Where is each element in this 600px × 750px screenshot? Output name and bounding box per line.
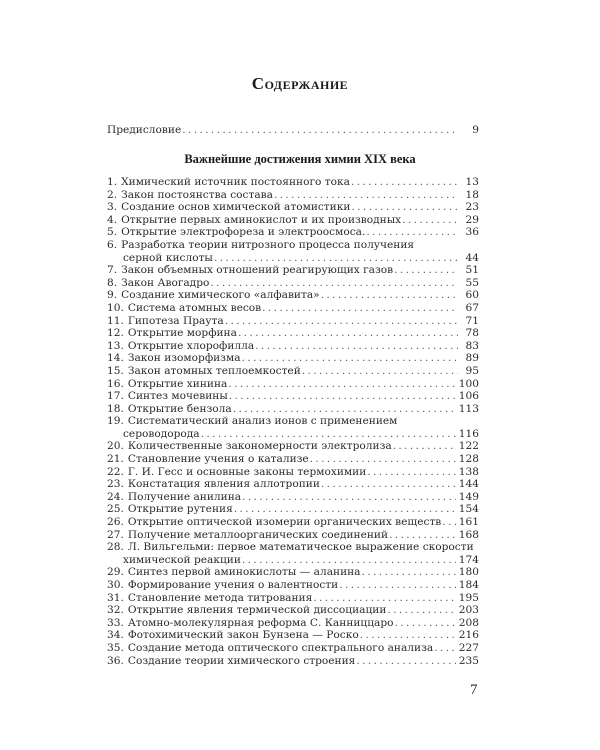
- entry-number: 13.: [107, 339, 124, 352]
- section-title: Важнейшие достижения химии XIX века: [184, 152, 416, 166]
- dot-leader: [434, 642, 456, 655]
- entry-title: Л. Вильгельми: первое математическое выражение скорости: [127, 541, 474, 554]
- dot-leader: [302, 365, 458, 378]
- entry-title: Получение металлоорганических соединений: [127, 528, 389, 541]
- toc-entry: [107, 277, 479, 290]
- toc-entry: [107, 604, 479, 617]
- entry-page: 55: [465, 276, 479, 289]
- entry-title: Атомно-молекулярная реформа С. Канниццаро: [127, 616, 394, 629]
- toc-entry: [107, 642, 479, 655]
- entry-page: 95: [465, 364, 479, 377]
- entry-number: 23.: [107, 478, 124, 491]
- entry-title: Система атомных весов: [127, 301, 262, 314]
- entry-number: 20.: [107, 440, 124, 453]
- entry-title: Открытие хлорофилла: [127, 339, 255, 352]
- entry-number: 35.: [107, 641, 124, 654]
- entry-number: 1.: [107, 176, 118, 188]
- entry-number: 9.: [107, 289, 118, 302]
- toc-entry: [107, 629, 479, 642]
- page-number: 7: [470, 682, 478, 698]
- entry-title: Закон изоморфизма: [127, 352, 241, 365]
- dot-leader: [366, 226, 458, 239]
- dot-leader: [356, 655, 455, 668]
- toc-entry: [107, 503, 479, 516]
- toc-entry: [107, 516, 479, 529]
- toc-entry: [107, 302, 479, 315]
- toc-entry: [107, 378, 479, 391]
- entry-title: Фотохимический закон Бунзена — Роско: [127, 629, 359, 642]
- entry-title: Закон атомных теплоемкостей: [127, 364, 301, 377]
- entry-page: 122: [458, 440, 479, 453]
- entry-title: Открытие хинина: [127, 377, 228, 390]
- entry-number: 8.: [107, 276, 118, 289]
- entry-page: 168: [458, 528, 479, 541]
- dot-leader: [394, 264, 458, 277]
- entry-title: Открытие явления термической диссоциации: [127, 604, 387, 617]
- entry-page: 184: [458, 579, 479, 591]
- dot-leader: [255, 340, 458, 353]
- dot-leader: [242, 491, 456, 504]
- toc-entry: [107, 655, 479, 668]
- toc-entry: [107, 466, 479, 479]
- entry-number: 17.: [107, 390, 124, 403]
- preface-page: 9: [472, 124, 479, 136]
- dot-leader: [393, 440, 456, 453]
- dot-leader: [389, 529, 456, 542]
- entry-number: 30.: [107, 579, 124, 591]
- dot-leader: [360, 629, 456, 642]
- entry-number: 31.: [107, 591, 124, 604]
- dot-leader: [201, 428, 456, 441]
- dot-leader: [225, 315, 458, 328]
- dot-leader: [395, 617, 456, 630]
- entry-title: Открытие первых аминокислот и их производных: [121, 213, 402, 226]
- entry-page: 36: [465, 226, 479, 239]
- entry-page: 195: [458, 591, 479, 604]
- entry-page: 208: [458, 616, 479, 629]
- entry-title-continued: серной кислоты: [123, 251, 213, 264]
- toc-preface: [107, 124, 479, 137]
- entry-page: 78: [465, 327, 479, 340]
- toc-entry: [107, 176, 479, 189]
- entry-number: 4.: [107, 213, 118, 226]
- entry-page: 18: [465, 188, 479, 201]
- dot-leader: [321, 289, 458, 302]
- entry-page: 128: [458, 453, 479, 466]
- dot-leader: [442, 516, 455, 529]
- entry-title: Закон постоянства состава: [121, 188, 273, 201]
- entry-number: 18.: [107, 402, 124, 415]
- entry-title: Получение анилина: [127, 490, 242, 503]
- dot-leader: [210, 277, 458, 290]
- toc-entry: [107, 214, 479, 227]
- entry-title: Становление метода титрования: [127, 591, 313, 604]
- dot-leader: [321, 478, 456, 491]
- toc-entry: [107, 579, 479, 592]
- entry-title: Открытие рутения: [127, 503, 233, 516]
- entry-page: 13: [465, 176, 479, 188]
- entry-page: 154: [458, 503, 479, 516]
- dot-leader: [234, 503, 456, 516]
- dot-leader: [310, 453, 456, 466]
- entry-page: 44: [465, 251, 479, 264]
- entry-number: 32.: [107, 604, 124, 617]
- dot-leader: [228, 378, 455, 391]
- entry-number: 12.: [107, 327, 124, 340]
- toc-entry: [107, 365, 479, 378]
- entry-title-continued: химической реакции: [123, 553, 241, 566]
- entry-title: Гипотеза Праута: [127, 314, 224, 327]
- entry-title: Констатация явления аллотропии: [127, 478, 320, 491]
- entry-page: 71: [465, 314, 479, 327]
- toc-entry: [107, 592, 479, 605]
- entry-number: 2.: [107, 188, 118, 201]
- toc-entry: [107, 566, 479, 579]
- entry-page: 60: [465, 289, 479, 302]
- dot-leader: [274, 189, 458, 202]
- entry-page: 51: [465, 264, 479, 277]
- entry-page: 216: [458, 629, 479, 642]
- entry-title: Создание метода оптического спектрального анализа: [127, 641, 434, 654]
- entry-page: 174: [458, 553, 479, 566]
- entry-page: 203: [458, 604, 479, 617]
- toc-list: [107, 176, 479, 667]
- entry-number: 28.: [107, 541, 124, 554]
- toc-entry: [107, 541, 479, 566]
- entry-number: 15.: [107, 364, 124, 377]
- entry-title: Создание химического «алфавита»: [121, 289, 320, 302]
- preface-label: Предисловие: [107, 124, 182, 136]
- entry-title: Формирование учения о валентности: [127, 579, 339, 591]
- entry-title: Открытие оптической изомерии органических веществ: [127, 516, 442, 529]
- entry-page: 116: [458, 427, 479, 440]
- toc-entry: [107, 189, 479, 202]
- toc-entry: [107, 201, 479, 214]
- toc-entry: [107, 415, 479, 440]
- entry-number: 27.: [107, 528, 124, 541]
- entry-title: Количественные закономерности электролиза: [127, 440, 392, 453]
- entry-title: Становление учения о катализе: [127, 453, 309, 466]
- entry-page: 23: [465, 201, 479, 214]
- entry-title: Закон объемных отношений реагирующих газов: [121, 264, 394, 277]
- entry-number: 5.: [107, 226, 118, 239]
- toc-entry: [107, 264, 479, 277]
- dot-leader: [367, 466, 456, 479]
- entry-number: 6.: [107, 238, 118, 251]
- toc-entry: [107, 529, 479, 542]
- entry-title: Открытие бензола: [127, 402, 232, 415]
- entry-number: 34.: [107, 629, 124, 642]
- dot-leader: [233, 403, 456, 416]
- entry-number: 3.: [107, 201, 118, 214]
- entry-number: 24.: [107, 490, 124, 503]
- entry-title: Систематический анализ ионов с применением: [127, 415, 398, 428]
- entry-page: 144: [458, 478, 479, 491]
- entry-page: 180: [458, 566, 479, 579]
- dot-leader: [242, 352, 458, 365]
- entry-page: 149: [458, 490, 479, 503]
- toc-entry: [107, 491, 479, 504]
- entry-title: Разработка теории нитрозного процесса получения: [121, 238, 415, 251]
- entry-number: 22.: [107, 465, 124, 478]
- dot-leader: [313, 592, 455, 605]
- toc-entry: [107, 226, 479, 239]
- entry-title: Закон Авогадро: [121, 276, 210, 289]
- entry-number: 7.: [107, 264, 118, 277]
- entry-number: 36.: [107, 654, 124, 667]
- toc-entry: [107, 327, 479, 340]
- toc-entry: [107, 617, 479, 630]
- dot-leader: [402, 214, 458, 227]
- entry-title: Создание теории химического строения: [127, 654, 356, 667]
- entry-page: 100: [458, 377, 479, 390]
- dot-leader: [242, 554, 456, 567]
- entry-page: 67: [465, 301, 479, 314]
- entry-number: 21.: [107, 453, 124, 466]
- toc-entry: [107, 315, 479, 328]
- toc-entry: [107, 352, 479, 365]
- entry-page: 29: [465, 213, 479, 226]
- entry-page: 235: [458, 654, 479, 667]
- toc-entry: [107, 478, 479, 491]
- dot-leader: [339, 579, 456, 592]
- entry-page: 106: [458, 390, 479, 403]
- entry-number: 19.: [107, 415, 124, 428]
- entry-number: 33.: [107, 616, 124, 629]
- entry-page: 113: [458, 402, 479, 415]
- dot-leader: [182, 124, 458, 137]
- dot-leader: [262, 302, 458, 315]
- entry-number: 25.: [107, 503, 124, 516]
- toc-entry: [107, 289, 479, 302]
- dot-leader: [387, 604, 455, 617]
- entry-page: 89: [465, 352, 479, 365]
- entry-title-continued: сероводорода: [123, 427, 200, 440]
- toc-entry: [107, 239, 479, 264]
- entry-title: Синтез мочевины: [127, 390, 228, 403]
- dot-leader: [229, 390, 456, 403]
- toc-entry: [107, 340, 479, 353]
- entry-title: Г. И. Гесс и основные законы термохимии: [127, 465, 367, 478]
- entry-page: 161: [458, 516, 479, 529]
- dot-leader: [351, 176, 458, 189]
- toc-entry: [107, 440, 479, 453]
- page-title: Содержание: [251, 74, 349, 93]
- entry-number: 14.: [107, 352, 124, 365]
- entry-page: 138: [458, 465, 479, 478]
- entry-number: 26.: [107, 516, 124, 529]
- toc-entry: [107, 403, 479, 416]
- entry-title: Химический источник постоянного тока: [121, 176, 350, 188]
- entry-number: 11.: [107, 314, 124, 327]
- entry-number: 29.: [107, 566, 124, 579]
- entry-number: 10.: [107, 301, 124, 314]
- entry-title: Синтез первой аминокислоты — аланина: [127, 566, 361, 579]
- entry-number: 16.: [107, 377, 124, 390]
- entry-page: 83: [465, 339, 479, 352]
- dot-leader: [351, 201, 458, 214]
- entry-page: 227: [458, 641, 479, 654]
- dot-leader: [362, 566, 456, 579]
- toc-entry: [107, 390, 479, 403]
- entry-title: Создание основ химической атомистики: [121, 201, 351, 214]
- toc-entry: [107, 453, 479, 466]
- entry-title: Открытие морфина: [127, 327, 237, 340]
- dot-leader: [214, 252, 458, 265]
- entry-title: Открытие электрофореза и электроосмоса.: [121, 226, 366, 239]
- dot-leader: [238, 327, 458, 340]
